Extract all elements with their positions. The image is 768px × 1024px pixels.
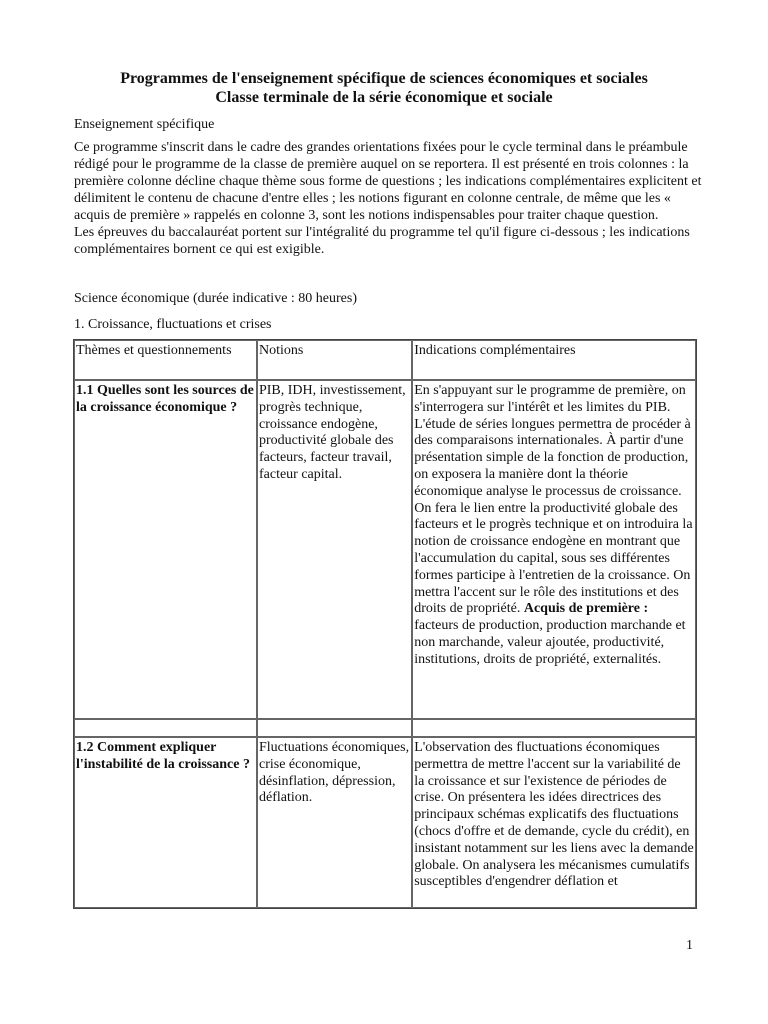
page-number: 1 <box>686 938 693 953</box>
title-line-1: Programmes de l'enseignement spécifique de sciences économiques et sociales <box>120 70 648 87</box>
indications-cell: L'observation des fluctuations économiques permettra de mettre l'accent sur la variabilité de la croissance et sur l'existence de périodes de crise. On présentera les idées directrices des principaux schémas explicatifs des fluctuations (chocs d'offre et de demande, cycle du crédit), en insistant notamment sur les liens avec la demande globale. On analysera les mécanismes cumulatifs susceptibles d'engendrer déflation et <box>412 737 696 908</box>
table-header-row <box>74 340 696 380</box>
intro-paragraph-1: Ce programme s'inscrit dans le cadre des grandes orientations fixées pour le cycle terminal dans le préambule rédigé pour le programme de la classe de première auquel on se reportera. Il est présenté en trois colonnes : la première colonne décline chaque thème sous forme de questions ; les indications complémentaires explicitent et délimitent le contenu de chacune d'entre elles ; les notions figurant en colonne centrale, de même que les « acquis de première » rappelés en colonne 3, sont les notions indispensables pour traiter chaque question. <box>74 140 702 223</box>
section-label: Enseignement spécifique <box>74 117 215 132</box>
acquis-label: Acquis de première : <box>523 601 649 617</box>
document-title <box>0 69 768 107</box>
header-notions: Notions <box>257 340 412 380</box>
chapter-heading: 1. Croissance, fluctuations et crises <box>74 317 272 332</box>
notions-cell: Fluctuations économiques, crise économique, désinflation, dépression, déflation. <box>257 737 412 908</box>
table-row <box>74 737 696 908</box>
title-line-2: Classe terminale de la série économique et sociale <box>215 89 553 106</box>
indications-text: En s'appuyant sur le programme de première, on s'interrogera sur l'intérêt et les limites du PIB. L'étude de séries longues permettra de procéder à des comparaisons internationales. À partir d'une présentation simple de la fonction de production, on exposera la manière dont la théorie économique analyse le processus de croissance. On fera le lien entre la productivité globale des facteurs et le progrès technique et on introduira la notion de croissance endogène en montrant que l'accumulation du capital, sous ses différentes formes participe à l'entretien de la croissance. On mettra l'accent sur le rôle des institutions et des droits de propriété. <box>414 383 693 617</box>
intro-paragraph-2: Les épreuves du baccalauréat portent sur l'intégralité du programme tel qu'il figure ci-dessous ; les indications complémentaires bornent ce qui est exigible. <box>74 225 690 257</box>
row-spacer <box>74 719 696 737</box>
program-table <box>73 339 697 909</box>
question-cell: 1.1 Quelles sont les sources de la croissance économique ? <box>74 380 257 719</box>
header-themes: Thèmes et questionnements <box>74 340 257 380</box>
table-row <box>74 380 696 719</box>
subject-heading: Science économique (durée indicative : 80 heures) <box>74 291 357 306</box>
notions-cell: PIB, IDH, investissement, progrès technique, croissance endogène, productivité globale des facteurs, facteur travail, facteur capital. <box>257 380 412 719</box>
intro-text <box>74 139 704 258</box>
indications-cell <box>412 380 696 719</box>
header-indications: Indications complémentaires <box>412 340 696 380</box>
acquis-text: facteurs de production, production marchande et non marchande, valeur ajoutée, productivité, institutions, droits de propriété, externalités. <box>414 618 686 667</box>
question-cell: 1.2 Comment expliquer l'instabilité de la croissance ? <box>74 737 257 908</box>
